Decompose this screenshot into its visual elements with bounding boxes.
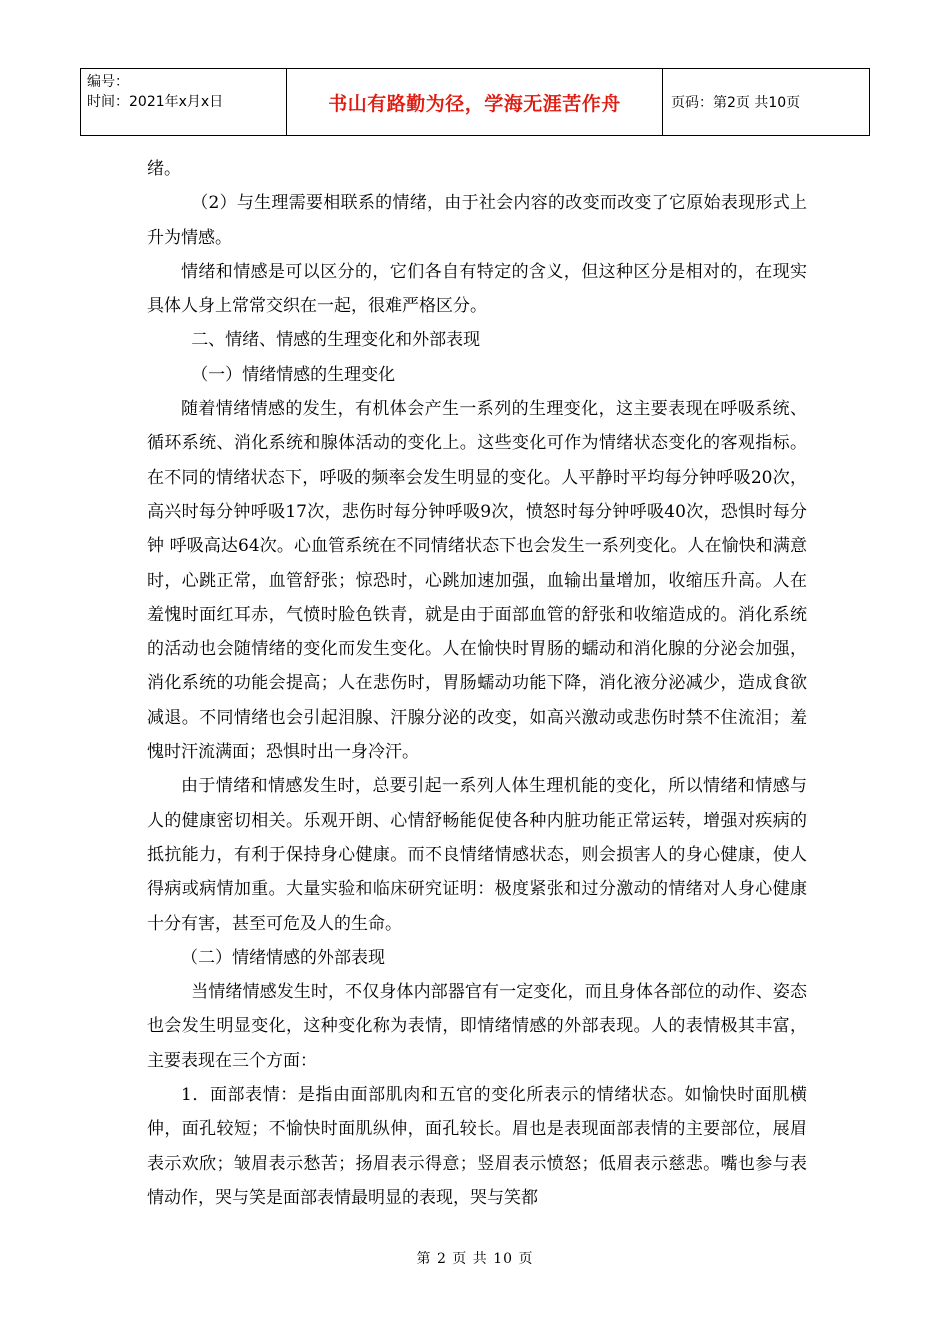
header-motto: 书山有路勤为径，学海无涯苦作舟 (287, 69, 663, 136)
document-header (80, 68, 870, 136)
header-page-info: 页码：第2页 共10页 (663, 69, 870, 136)
page-footer: 第 2 页 共 10 页 (416, 1251, 534, 1267)
body-paragraph: 当情绪情感发生时，不仅身体内部器官有一定变化，而且身体各部位的动作、姿态也会发生明显变化，这种变化称为表情，即情绪情感的外部表现。人的表情极其丰富，主要表现在三个方面： (147, 982, 807, 1071)
body-paragraph: （二）情绪情感的外部表现 (181, 947, 385, 968)
body-paragraph: 1．面部表情：是指由面部肌肉和五官的变化所表示的情绪状态。如愉快时面肌横伸，面孔较短；不愉快时面肌纵伸，面孔较长。眉也是表现面部表情的主要部位，展眉表示欢欣；皱眉表示愁苦；扬眉表示得意；竖眉表示愤怒；低眉表示慈悲。嘴也参与表情动作，哭与笑是面部表情最明显的表现，哭与笑都 (147, 1085, 807, 1208)
body-paragraph: 随着情绪情感的发生，有机体会产生一系列的生理变化，这主要表现在呼吸系统、循环系统、消化系统和腺体活动的变化上。这些变化可作为情绪状态变化的客观指标。在不同的情绪状态下，呼吸的频率会发生明显的变化。人平静时平均每分钟呼吸20次，高兴时每分钟呼吸17次，悲伤时每分钟呼吸9次，愤怒时每分钟呼吸40次，恐惧时每分钟 呼吸高达64次。心血管系统在不同情绪状态下也会发生一系列变化。人在愉快和满意时，心跳正常，血管舒张；惊恐时，心跳加速加强，血输出量增加，收缩压升高。人在羞愧时面红耳赤，气愤时脸色铁青，就是由于面部血管的舒张和收缩造成的。消化系统的活动也会随情绪的变化而发生变化。人在愉快时胃肠的蠕动和消化腺的分泌会加强，消化系统的功能会提高；人在悲伤时，胃肠蠕动功能下降，消化液分泌减少，造成食欲减退。不同情绪也会引起泪腺、汗腺分泌的改变，如高兴激动或悲伤时禁不住流泪；羞愧时汗流满面；恐惧时出一身冷汗。 (147, 399, 807, 763)
document-body (147, 152, 807, 1215)
document-time-label: 时间：2021年x月x日 (87, 94, 224, 110)
body-paragraph: 二、情绪、情感的生理变化和外部表现 (191, 330, 481, 351)
document-number-label: 编号： (87, 74, 129, 90)
body-paragraph: 情绪和情感是可以区分的，它们各自有特定的含义，但这种区分是相对的，在现实具体人身上常常交织在一起，很难严格区分。 (147, 261, 807, 317)
body-paragraph: 绪。 (147, 159, 181, 179)
header-meta-cell (81, 69, 287, 136)
body-paragraph: （2）与生理需要相联系的情绪，由于社会内容的改变而改变了它原始表现形式上升为情感。 (147, 193, 807, 248)
body-paragraph: （一）情绪情感的生理变化 (191, 364, 396, 385)
body-paragraph: 由于情绪和情感发生时，总要引起一系列人体生理机能的变化，所以情绪和情感与人的健康密切相关。乐观开朗、心情舒畅能促使各种内脏功能正常运转，增强对疾病的抵抗能力，有利于保持身心健康。而不良情绪情感状态，则会损害人的身心健康，使人得病或病情加重。大量实验和临床研究证明：极度紧张和过分激动的情绪对人身心健康十分有害，甚至可危及人的生命。 (147, 776, 807, 934)
